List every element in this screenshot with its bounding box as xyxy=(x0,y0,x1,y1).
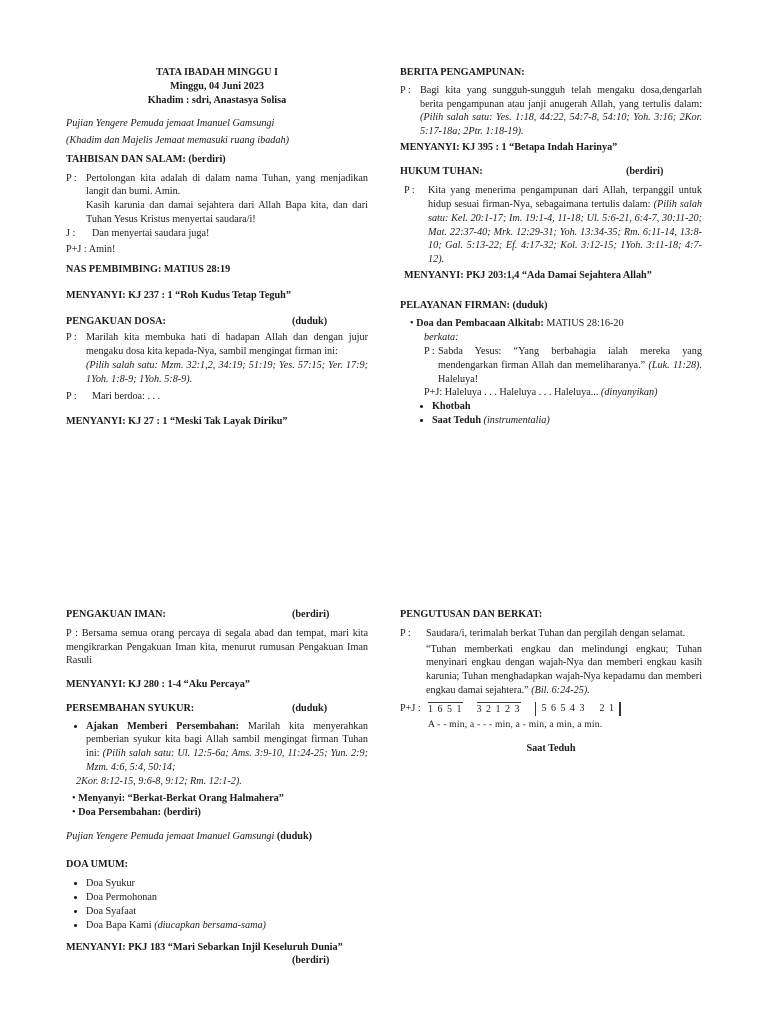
left-top-column xyxy=(66,66,368,429)
tahbisan-p1: Pertolongan kita adalah di dalam nama Tuhan, yang menjadikan langit dan bumi. Amin. xyxy=(86,172,368,198)
halmahera-line: • Menyanyi: “Berkat-Berkat Orang Halmahera” xyxy=(72,793,284,805)
pkj203-line: MENYANYI: PKJ 203:1,4 “Ada Damai Sejahtera Allah” xyxy=(404,269,652,281)
note-group: 1 6 5 1 xyxy=(428,703,463,715)
tahbisan-p2: Kasih karunia dan damai sejahtera dari Allah Bapa kita, dan dari Tuhan Yesus Kristus menyertai saudara/i! xyxy=(86,200,368,225)
masuk-line: (Khadim dan Majelis Jemaat memasuki ruang ibadah) xyxy=(66,135,289,147)
pujian2-line: Pujian Yengere Pemuda jemaat Imanuel Gamsungi (duduk) xyxy=(66,830,313,842)
sabda-p: P : Sabda Yesus: “Yang berbahagia ialah mereka yang mendengarkan firman Allah dan memeliharanya.” (Luk. 11:28). Haleluya! xyxy=(424,346,702,385)
pkj183-line: MENYANYI: PKJ 183 “Mari Sebarkan Injil Keseluruh Dunia” xyxy=(66,941,343,953)
doa-item: • Doa Syafaat xyxy=(86,905,368,919)
mari-berdoa: P : Mari berdoa: . . . xyxy=(66,390,161,402)
pengutusan-heading: PENGUTUSAN DAN BERKAT: xyxy=(400,609,543,620)
berita-p: P : Bagi kita yang sungguh-sungguh telah mengaku dosa,dengarlah berita pengampunan atau janji anugerah Allah, yang tertulis dalam: (Pilih salah satu: Yes. 1:18, 44:22, 54:7-8, 54:10; Yoh. 3:16; 2Kor. 5:17-18a; 2Ptr. 1:18-19). xyxy=(400,84,702,138)
berkata: berkata: xyxy=(424,332,459,344)
kj27-line: MENYANYI: KJ 27 : 1 “Meski Tak Layak Diriku” xyxy=(66,416,288,428)
nas-heading: NAS PEMBIMBING: MATIUS 28:19 xyxy=(66,264,231,276)
pengakuan-dosa-refs: (Pilih salah satu: Mzm. 32:1,2, 34:19; 51:19; Yes. 57:15; Yer. 17:9; 1Yoh. 1:8-9; 1Yoh. 5:8-9). xyxy=(86,360,368,385)
amin-lyrics: A - - min, a - - - min, a - min, a min, a min. xyxy=(428,719,603,731)
tahbisan-p: P : Pertolongan kita adalah di dalam nama Tuhan, yang menjadikan langit dan bumi. Amin. Kasih karunia dan damai sejahtera dari Allah Bapa kita, dan dari Tuhan Yesus Kristus menyertai saudara/i! xyxy=(66,172,368,225)
hukum-heading: HUKUM TUHAN: (berdiri) xyxy=(400,165,664,177)
iman-heading: PENGAKUAN IMAN: (berdiri) xyxy=(66,609,330,620)
note-group: 5 6 5 4 3 xyxy=(535,702,586,717)
tahbisan-j: J : Dan menyertai saudara juga! xyxy=(66,227,210,239)
left-bottom-column xyxy=(66,608,368,968)
kj237-line: MENYANYI: KJ 237 : 1 “Roh Kudus Tetap Teguh” xyxy=(66,289,291,301)
ajakan-refs2: 2Kor. 8:12-15, 9:6-8, 9:12; Rm. 12:1-2). xyxy=(76,775,242,787)
khotbah-item: • Khotbah xyxy=(432,400,702,414)
doa-item: • Doa Bapa Kami (diucapkan bersama-sama) xyxy=(86,919,368,933)
note-group: 3 2 1 2 3 xyxy=(476,703,521,715)
doa-item: • Doa Syukur xyxy=(86,877,368,891)
ajakan-item: • Ajakan Memberi Persembahan: Marilah kita menyerahkan pemberian syukur kita bagi Allah sambil mengingat firman Tuhan ini: (Pilih salah satu: Ul. 12:5-6a; Ams. 3:9-10, 11:24-25; Yun. 2:9; Mzm. 4:6, 5:4, 50:14; xyxy=(86,720,368,775)
tahbisan-heading: TAHBISAN DAN SALAM: (berdiri) xyxy=(66,153,226,165)
hukum-p: P : Kita yang menerima pengampunan dari Allah, terpanggil untuk hidup sesuai firman-Nya, sebagaimana tertulis dalam: (Pilih salah satu: Kel. 20:1-17; Im. 19:1-4, 11-18; Ul. 5:6-21, 6:4-7, 30:11-20; Mat. 22:37-40; Mrk. 12:29-31; Yoh. 13:34-35; Rm. 6:11-14, 13:8-10; Gal. 5:13-22; Ef. 4:17-32; Kol. 3:12-15; 1Yoh. 3:11-18; 4:7-12). xyxy=(404,185,703,266)
doc-title: TATA IBADAH MINGGU I xyxy=(156,67,278,78)
pengakuan-dosa-heading: PENGAKUAN DOSA: (duduk) xyxy=(66,315,328,327)
right-bottom-column xyxy=(400,608,702,756)
haleluya-line: P+J: Haleluya . . . Haleluya . . . Haleluya... (dinyanyikan) xyxy=(424,387,658,399)
doa-item: • Doa Permohonan xyxy=(86,891,368,905)
right-top-column xyxy=(400,66,702,428)
syukur-heading: PERSEMBAHAN SYUKUR: (duduk) xyxy=(66,702,328,714)
saat-teduh-item: • Saat Teduh (instrumentalia) xyxy=(432,414,702,428)
doa-persembahan-line: • Doa Persembahan: (berdiri) xyxy=(72,807,201,819)
pengakuan-dosa-p: P : Marilah kita membuka hati di hadapan Allah dan dengan jujur mengaku dosa kita kepada-Nya, sambil mengingat firman ini: (Pilih salah satu: Mzm. 32:1,2, 34:19; 51:19; Yes. 57:15; Yer. 17:9; 1Yoh. 1:8-9; 1Yoh. 5:8-9). xyxy=(66,332,368,385)
kj280-line: MENYANYI: KJ 280 : 1-4 “Aku Percaya” xyxy=(66,679,250,691)
doc-date: Minggu, 04 Juni 2023 xyxy=(170,80,264,92)
saat-teduh-closing: Saat Teduh xyxy=(526,743,576,755)
pkj183-pos: (berdiri) xyxy=(292,955,330,967)
ajakan-list xyxy=(66,720,368,775)
pujian-line: Pujian Yengere Pemuda jemaat Imanuel Gamsungi xyxy=(66,118,275,130)
pengutusan-p: P : Saudara/i, terimalah berkat Tuhan dan pergilah dengan selamat. “Tuhan memberkati engkau dan melindungi engkau; Tuhan menyinari engkau dengan wajah-Nya dan memberi engkau kasih karunia; Tuhan menghadapkan wajah-Nya kepadamu dan memberi engkau damai sejahtera.” (Bil. 6:24-25). xyxy=(400,627,702,696)
pelayanan-heading: PELAYANAN FIRMAN: (duduk) xyxy=(400,299,548,311)
berita-heading: BERITA PENGAMPUNAN: xyxy=(400,67,525,78)
tahbisan-pj: P+J : Amin! xyxy=(66,244,116,256)
kj395-line: MENYANYI: KJ 395 : 1 “Betapa Indah Harinya” xyxy=(400,141,618,153)
doa-umum-heading: DOA UMUM: xyxy=(66,858,128,870)
doa-baca-block: • Doa dan Pembacaan Alkitab: MATIUS 28:16-20 berkata: P : Sabda Yesus: “Yang berbahagia ialah mereka yang mendengarkan firman Allah dan memeliharanya.” (Luk. 11:28). Haleluya! P+J: Haleluya . . . Haleluya . . . Haleluya... (dinyanyikan) • Khotbah • Saat Teduh (instrumentalia) xyxy=(400,317,702,427)
doc-khadim: Khadim : sdri, Anastasya Solisa xyxy=(147,94,287,106)
hukum-refs: (Pilih salah satu: Kel. 20:1-17; Im. 19:1-4, 11-18; Ul. 5:6-21, 6:4-7, 30:11-20; Mat. 22:37-40; Mrk. 12:29-31; Yoh. 13:34-35; Rm. 6:11-14, 13:8-10; Gal. 5:13-22; Ef. 4:17-32; Kol. 3:12-15; 1Yoh. 3:11-18; 4:7-12). xyxy=(428,199,703,266)
amin-notation: P+J : 1 6 5 1 3 2 1 2 3 5 6 5 4 3 2 1 A - - min, a - - - min, a - min, a min, a min. xyxy=(400,702,702,732)
note-group: 2 1 xyxy=(600,702,622,717)
doa-umum-list xyxy=(66,877,368,932)
iman-p: P : Bersama semua orang percaya di segala abad dan tempat, mari kita mengikrarkan Pengakuan Iman kita, menurut rumusan Pengakuan Iman Rasuli xyxy=(66,627,368,667)
berita-refs: (Pilih salah satu: Yes. 1:18, 44:22, 54:7-8, 54:10; Yoh. 3:16; 2Kor. 5:17-18a; 2Ptr. 1:18-19). xyxy=(420,112,702,138)
